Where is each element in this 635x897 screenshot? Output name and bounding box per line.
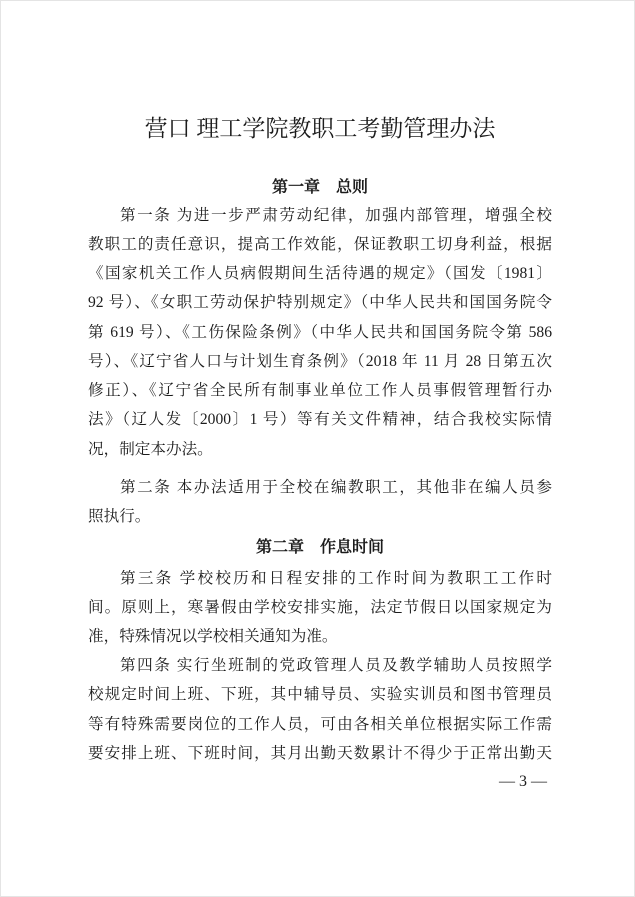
page-number: — 3 —	[499, 773, 547, 790]
chapter-2-heading: 第二章 作息时间	[255, 538, 384, 556]
article-1-line: 况，制定本办法。	[88, 440, 213, 458]
article-3-line: 间。原则上，寒暑假由学校安排实施，法定节假日以国家规定为	[88, 598, 552, 616]
article-4-line: 第四条 实行坐班制的党政管理人员及教学辅助人员按照学	[120, 656, 552, 674]
article-1-line: 号）、《辽宁省人口与计划生育条例》（2018 年 11 月 28 日第五次	[88, 352, 552, 370]
article-1-line: 《国家机关工作人员病假期间生活待遇的规定》（国发〔1981〕	[88, 265, 552, 282]
article-2-line: 第二条 本办法适用于全校在编教职工，其他非在编人员参	[120, 478, 552, 496]
article-3-line: 准，特殊情况以学校相关通知为准。	[88, 628, 338, 645]
chapter-1-heading: 第一章 总则	[271, 179, 368, 196]
article-2-line: 照执行。	[88, 507, 151, 525]
article-1-line: 教职工的责任意识，提高工作效能，保证教职工切身利益，根据	[88, 235, 552, 253]
article-4-line: 等有特殊需要岗位的工作人员，可由各相关单位根据实际工作需	[88, 715, 552, 733]
article-1-line: 第 619 号）、《工伤保险条例》（中华人民共和国国务院令第 586	[88, 323, 552, 341]
article-1-line: 修正）、《辽宁省全民所有制事业单位工作人员事假管理暂行办	[88, 382, 552, 399]
article-4-line: 要安排上班、下班时间，其月出勤天数累计不得少于正常出勤天	[88, 744, 552, 762]
article-4-line: 校规定时间上班、下班，其中辅导员、实验实训员和图书管理员	[88, 686, 552, 703]
article-1-line: 第一条 为进一步严肃劳动纪律，加强内部管理，增强全校	[120, 206, 552, 224]
document-title: 营口 理工学院教职工考勤管理办法	[144, 116, 496, 141]
article-3-line: 第三条 学校校历和日程安排的工作时间为教职工工作时	[120, 569, 552, 587]
article-1-line: 92 号）、《女职工劳动保护特别规定》（中华人民共和国国务院令	[88, 294, 552, 312]
article-1-line: 法》（辽人发〔2000〕1 号）等有关文件精神，结合我校实际情	[88, 411, 552, 429]
